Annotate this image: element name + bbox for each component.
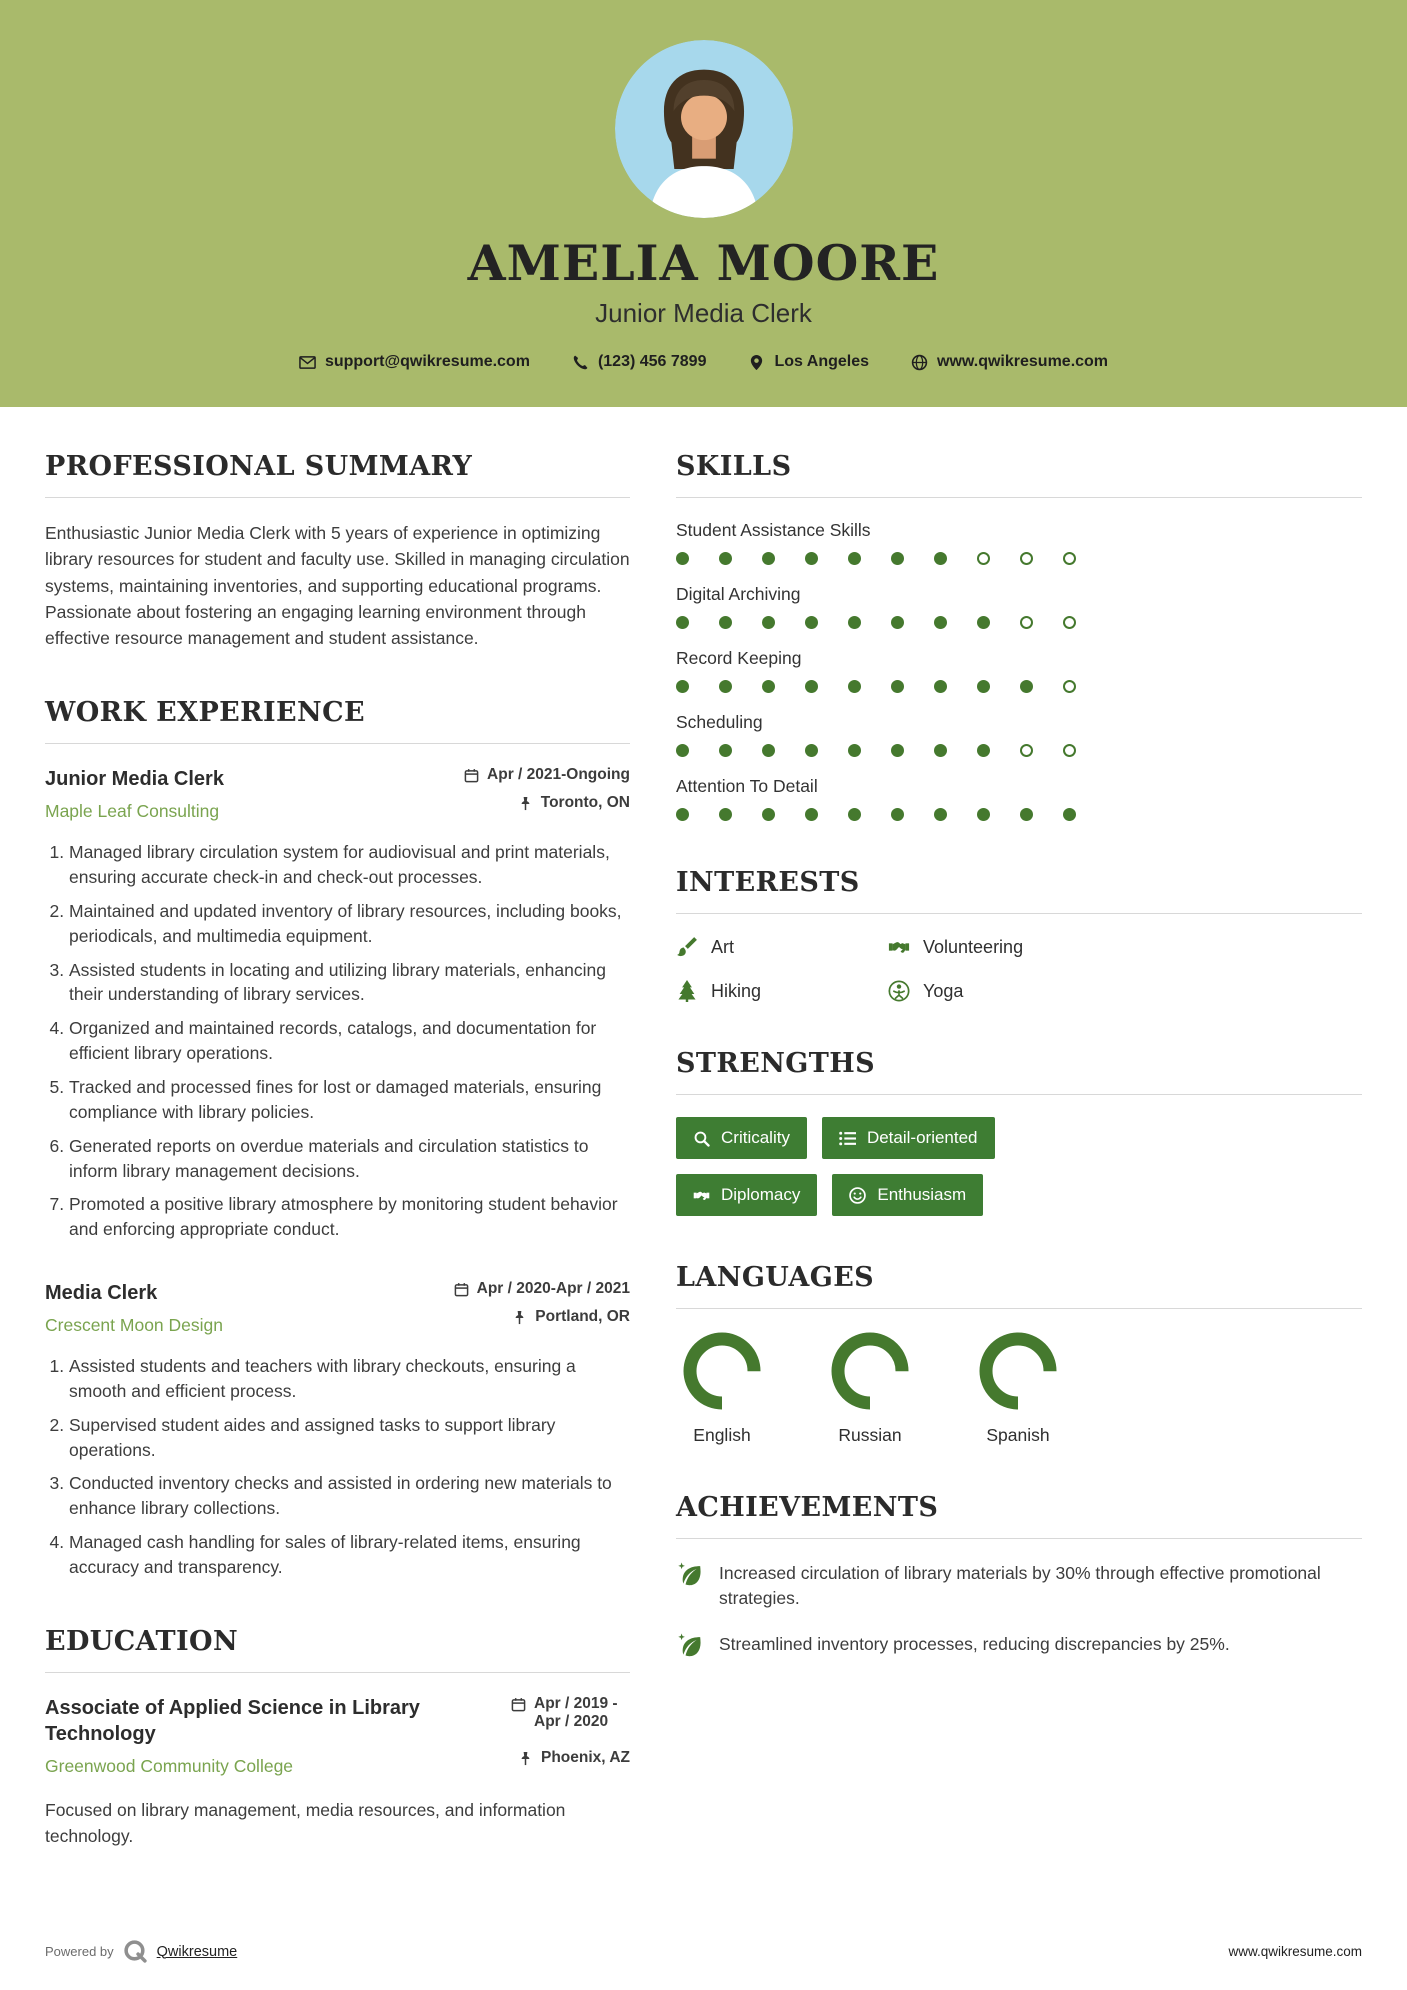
skill-level-dots: [676, 680, 1362, 693]
language-item: [824, 1331, 916, 1446]
skill-dot-filled: [977, 616, 990, 629]
main-content: [0, 407, 1407, 1921]
language-gauge: [830, 1331, 910, 1411]
skill-dot-filled: [934, 616, 947, 629]
education-degree: Associate of Applied Science in Library Technology: [45, 1696, 420, 1745]
language-label: Russian: [838, 1425, 902, 1445]
interest-item: [888, 936, 1362, 958]
strengths-heading: STRENGTHS: [676, 1048, 1362, 1095]
language-gauge: [978, 1331, 1058, 1411]
job-title: Media Clerk: [45, 1282, 158, 1305]
skill-dot-filled: [676, 552, 689, 565]
strength-label: Enthusiasm: [877, 1185, 967, 1204]
skill-dot-filled: [891, 808, 904, 821]
skill-dot-filled: [676, 744, 689, 757]
education-location: [518, 1749, 630, 1767]
skills-section: [676, 451, 1362, 821]
contact-row: [0, 353, 1407, 371]
language-gauge: [682, 1331, 762, 1411]
avatar-photo: [615, 40, 793, 218]
job-location: [518, 794, 630, 812]
contact-email-text: support@qwikresume.com: [324, 353, 530, 370]
magnifier-icon: [693, 1130, 710, 1147]
skill-dot-filled: [848, 680, 861, 693]
interest-label: Yoga: [923, 980, 964, 1001]
experience-section: [45, 697, 630, 1580]
skill-dot-filled: [719, 744, 732, 757]
skill-dot-filled: [1063, 808, 1076, 821]
skill-dot-empty: [977, 552, 990, 565]
skill-dot-empty: [1020, 744, 1033, 757]
job-bullet: 6. Generated reports on overdue materials and circulation statistics to inform library management decisions.: [69, 1134, 630, 1184]
job-dates: [464, 766, 630, 784]
language-label: Spanish: [986, 1425, 1050, 1445]
list-icon: [839, 1130, 856, 1147]
language-item: [676, 1331, 768, 1446]
summary-heading: PROFESSIONAL SUMMARY: [45, 451, 630, 498]
contact-website-text: www.qwikresume.com: [937, 353, 1109, 370]
interest-item: [888, 980, 1362, 1002]
email-icon: [299, 354, 316, 371]
skill-name: Scheduling: [676, 712, 763, 732]
contact-phone: [572, 353, 707, 371]
handshake-icon: [693, 1187, 710, 1204]
footer-website-link[interactable]: www.qwikresume.com: [1228, 1944, 1362, 1959]
smiley-icon: [849, 1187, 866, 1204]
skill-name: Digital Archiving: [676, 584, 801, 604]
skill-dot-filled: [1020, 808, 1033, 821]
skill-item: [676, 520, 1362, 565]
skill-dot-filled: [977, 680, 990, 693]
skill-dot-filled: [934, 744, 947, 757]
education-location-text: Phoenix, AZ: [541, 1748, 630, 1766]
contact-phone-text: (123) 456 7899: [597, 353, 707, 370]
skill-dot-filled: [977, 744, 990, 757]
skill-dot-filled: [719, 552, 732, 565]
experience-heading: WORK EXPERIENCE: [45, 697, 630, 744]
summary-section: [45, 451, 630, 651]
job-location-text: Portland, OR: [535, 1308, 630, 1326]
education-section: [45, 1626, 630, 1850]
skill-dot-filled: [762, 680, 775, 693]
contact-location: [748, 353, 869, 371]
skill-dot-filled: [805, 744, 818, 757]
strength-badge: [676, 1117, 807, 1159]
interest-item: [676, 936, 888, 958]
education-school: Greenwood Community College: [45, 1755, 294, 1776]
skill-level-dots: [676, 808, 1362, 821]
skill-dot-filled: [891, 680, 904, 693]
interest-label: Volunteering: [923, 936, 1024, 957]
skill-dot-filled: [891, 744, 904, 757]
skill-item: [676, 712, 1362, 757]
skill-name: Student Assistance Skills: [676, 520, 871, 540]
job-bullet: 4. Managed cash handling for sales of library-related items, ensuring accuracy and transparency.: [69, 1530, 630, 1580]
skill-dot-filled: [762, 552, 775, 565]
contact-email[interactable]: [299, 353, 530, 371]
phone-icon: [572, 354, 589, 371]
pushpin-icon: [512, 1310, 527, 1325]
skill-dot-filled: [719, 616, 732, 629]
strength-badge: [676, 1174, 817, 1216]
job-bullet: 7. Promoted a positive library atmosphere by monitoring student behavior and enforcing appropriate conduct.: [69, 1192, 630, 1242]
interest-label: Hiking: [711, 980, 762, 1001]
skill-dot-empty: [1063, 744, 1076, 757]
skill-dot-filled: [805, 808, 818, 821]
handshake-icon: [888, 936, 910, 958]
job-dates-text: Apr / 2020-Apr / 2021: [476, 1280, 630, 1298]
pine-tree-icon: [676, 980, 698, 1002]
education-dates-text: Apr / 2019 - Apr / 2020: [534, 1694, 618, 1730]
paintbrush-icon: [676, 936, 698, 958]
footer: [0, 1921, 1407, 1990]
skill-dot-filled: [676, 616, 689, 629]
skill-level-dots: [676, 552, 1362, 565]
language-label: English: [693, 1425, 751, 1445]
skill-dot-filled: [805, 680, 818, 693]
interest-label: Art: [711, 936, 735, 957]
person-name: AMELIA MOORE: [467, 234, 940, 292]
job-bullet: 3. Assisted students in locating and utilizing library materials, enhancing their understanding of library services.: [69, 958, 630, 1008]
skill-dot-filled: [719, 680, 732, 693]
skill-dot-filled: [762, 616, 775, 629]
job-entry: [45, 1280, 630, 1580]
pushpin-icon: [518, 796, 533, 811]
skill-dot-filled: [762, 808, 775, 821]
skill-dot-filled: [805, 552, 818, 565]
skill-dot-filled: [977, 808, 990, 821]
skill-dot-filled: [805, 616, 818, 629]
person-role: Junior Media Clerk: [595, 298, 812, 328]
skill-level-dots: [676, 744, 1362, 757]
skill-dot-filled: [676, 680, 689, 693]
job-bullet: 5. Tracked and processed fines for lost or damaged materials, ensuring compliance with library policies.: [69, 1075, 630, 1125]
skill-dot-filled: [934, 680, 947, 693]
strength-label: Diplomacy: [721, 1185, 801, 1204]
right-column: [676, 451, 1362, 1911]
skill-level-dots: [676, 616, 1362, 629]
pushpin-icon: [518, 1751, 533, 1766]
job-bullet: 1. Managed library circulation system for audiovisual and print materials, ensuring accurate check-in and check-out processes.: [69, 840, 630, 890]
skill-dot-filled: [848, 552, 861, 565]
yoga-person-icon: [888, 980, 910, 1002]
calendar-icon: [464, 768, 479, 783]
job-bullet-list: [45, 1354, 630, 1580]
skill-dot-filled: [848, 808, 861, 821]
skill-dot-empty: [1020, 616, 1033, 629]
leaf-sparkle-icon: [676, 1632, 704, 1660]
globe-icon: [911, 354, 928, 371]
skill-dot-empty: [1063, 552, 1076, 565]
skill-dot-filled: [848, 744, 861, 757]
achievement-item: [676, 1632, 1362, 1660]
calendar-icon: [511, 1697, 526, 1712]
education-dates: [511, 1695, 630, 1731]
skill-dot-filled: [719, 808, 732, 821]
strength-badge: [822, 1117, 995, 1159]
interest-item: [676, 980, 888, 1002]
job-location: [512, 1308, 630, 1326]
skill-dot-filled: [848, 616, 861, 629]
strength-label: Detail-oriented: [866, 1128, 978, 1147]
interests-heading: INTERESTS: [676, 867, 1362, 914]
skill-dot-filled: [1020, 680, 1033, 693]
calendar-icon: [454, 1282, 469, 1297]
interests-section: [676, 867, 1362, 1002]
job-bullet: 3. Conducted inventory checks and assisted in ordering new materials to enhance library collections.: [69, 1471, 630, 1521]
job-bullet: 1. Assisted students and teachers with library checkouts, ensuring a smooth and efficient process.: [69, 1354, 630, 1404]
education-description: Focused on library management, media resources, and information technology.: [45, 1799, 566, 1847]
strength-badge: [832, 1174, 983, 1216]
languages-section: [676, 1262, 1362, 1446]
skill-item: [676, 776, 1362, 821]
strength-label: Criticality: [721, 1128, 790, 1147]
education-heading: EDUCATION: [45, 1626, 630, 1673]
job-dates: [454, 1280, 630, 1298]
header: [0, 0, 1407, 407]
skills-heading: SKILLS: [676, 451, 1362, 498]
skill-dot-empty: [1063, 616, 1076, 629]
skill-item: [676, 648, 1362, 693]
map-pin-icon: [748, 354, 765, 371]
strengths-section: [676, 1048, 1362, 1216]
skill-dot-filled: [891, 552, 904, 565]
job-bullet: 4. Organized and maintained records, catalogs, and documentation for efficient library operations.: [69, 1016, 630, 1066]
skill-dot-empty: [1020, 552, 1033, 565]
qwikresume-link[interactable]: Qwikresume: [156, 1943, 238, 1960]
job-entry: [45, 766, 630, 1242]
leaf-sparkle-icon: [676, 1561, 704, 1589]
qwikresume-logo-icon: [123, 1939, 148, 1964]
skill-dot-filled: [891, 616, 904, 629]
job-company: Crescent Moon Design: [45, 1315, 223, 1336]
achievement-item: [676, 1561, 1362, 1612]
powered-by: [45, 1939, 237, 1964]
skill-dot-filled: [934, 808, 947, 821]
language-item: [972, 1331, 1064, 1446]
summary-text: Enthusiastic Junior Media Clerk with 5 years of experience in optimizing library resources for student and faculty use. Skilled in managing circulation systems, maintaining inventories, and supporting educational programs. Passionate about fostering an engaging learning environment through effective resource management and student assistance.: [45, 523, 630, 648]
skill-item: [676, 584, 1362, 629]
job-title: Junior Media Clerk: [45, 768, 224, 791]
achievements-section: [676, 1492, 1362, 1660]
achievement-text: Streamlined inventory processes, reducing discrepancies by 25%.: [719, 1633, 1230, 1654]
job-location-text: Toronto, ON: [540, 794, 630, 812]
contact-location-text: Los Angeles: [774, 353, 870, 370]
job-bullet-list: [45, 840, 630, 1242]
left-column: [45, 451, 630, 1911]
job-bullet: 2. Maintained and updated inventory of library resources, including books, periodicals, and multimedia equipment.: [69, 899, 630, 949]
powered-by-label: Powered by: [45, 1944, 114, 1959]
job-company: Maple Leaf Consulting: [45, 801, 220, 822]
skill-dot-empty: [1063, 680, 1076, 693]
skill-name: Record Keeping: [676, 648, 802, 668]
skill-dot-filled: [676, 808, 689, 821]
achievement-text: Increased circulation of library materials by 30% through effective promotional strategies.: [719, 1563, 1321, 1609]
skill-dot-filled: [762, 744, 775, 757]
skill-name: Attention To Detail: [676, 776, 818, 796]
job-bullet: 2. Supervised student aides and assigned tasks to support library operations.: [69, 1413, 630, 1463]
skill-dot-filled: [934, 552, 947, 565]
contact-website[interactable]: [911, 353, 1108, 371]
languages-heading: LANGUAGES: [676, 1262, 1362, 1309]
job-dates-text: Apr / 2021-Ongoing: [487, 766, 630, 784]
achievements-heading: ACHIEVEMENTS: [676, 1492, 1362, 1539]
